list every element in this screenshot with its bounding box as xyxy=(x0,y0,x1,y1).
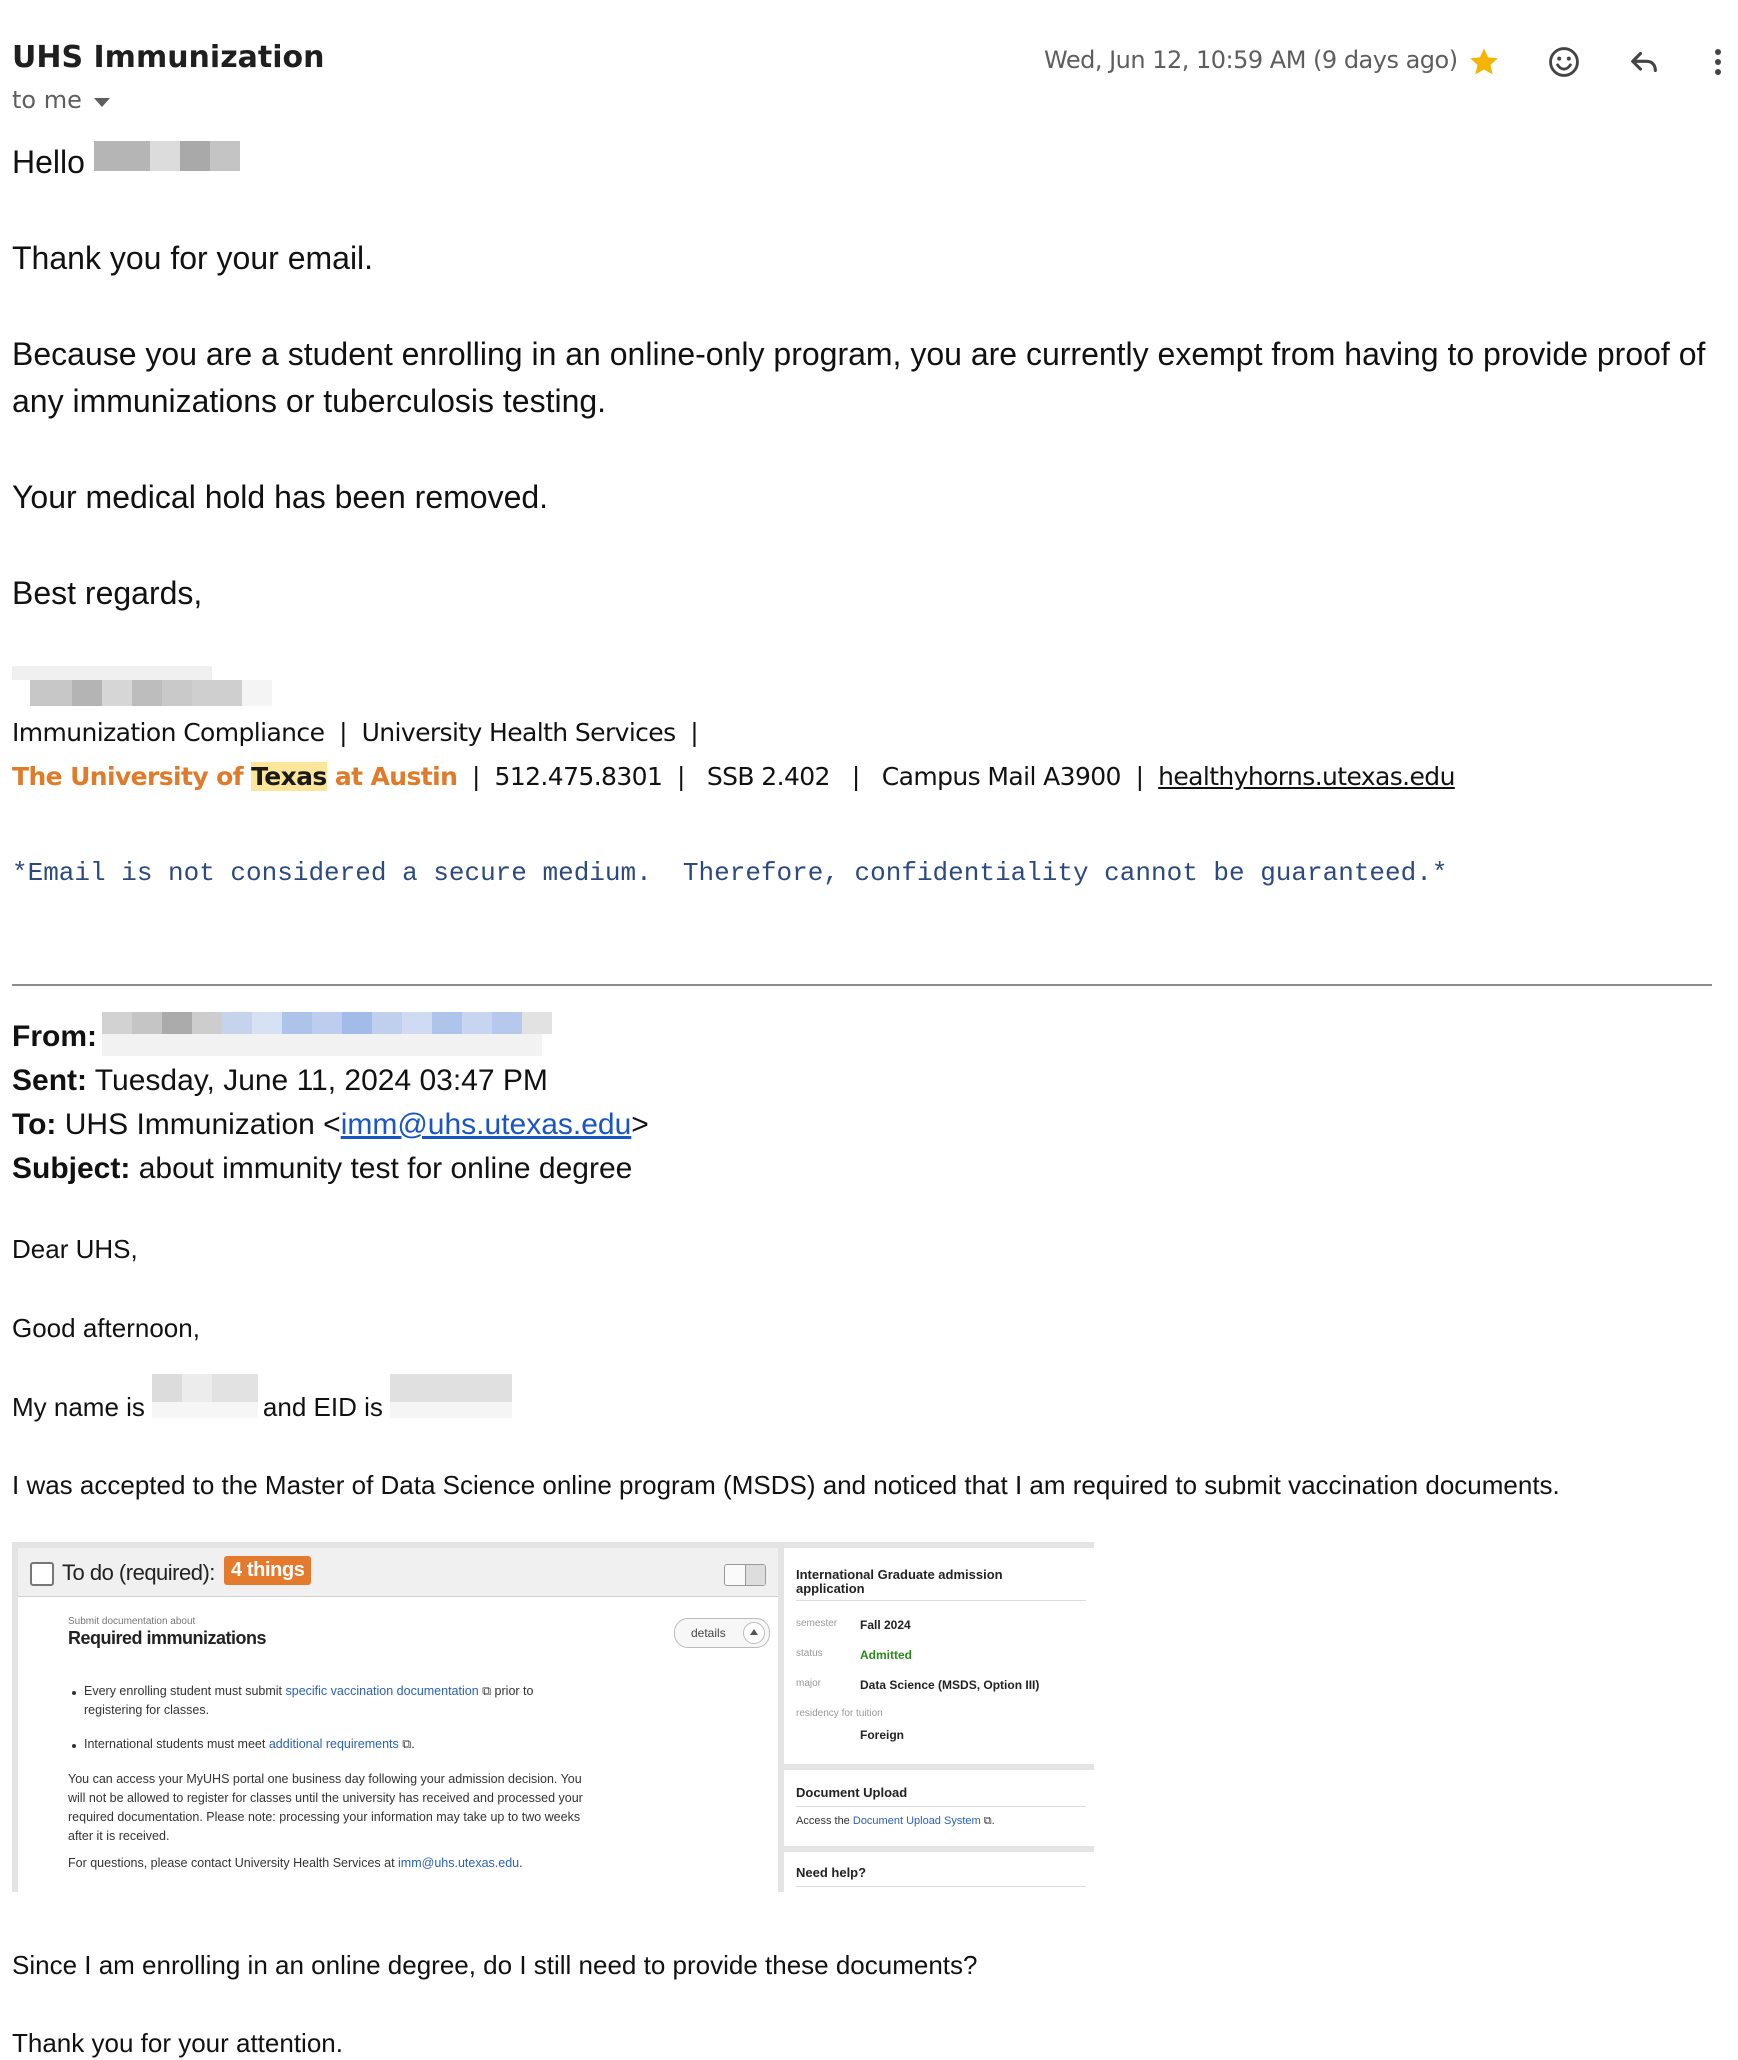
original-greeting: Good afternoon, xyxy=(12,1313,200,1343)
residency-value: Foreign xyxy=(860,1728,904,1742)
panel-divider xyxy=(796,1886,1086,1887)
reply-icon xyxy=(1627,45,1661,79)
embedded-portal-screenshot xyxy=(12,1542,1094,1892)
signature-line-1 xyxy=(12,718,698,747)
sent-value: Tuesday, June 11, 2024 03:47 PM xyxy=(94,1064,548,1097)
bullet-1-text: Every enrolling student must submit xyxy=(84,1684,283,1698)
signature-room: SSB 2.402 xyxy=(706,762,830,791)
requirement-title: Required immunizations xyxy=(68,1628,267,1648)
status-value: Admitted xyxy=(860,1648,912,1662)
semester-key: semester xyxy=(796,1618,838,1629)
portal-info-line-1: You can access your MyUHS portal one business day following your admission decision. You xyxy=(68,1772,582,1786)
signature-line-2 xyxy=(12,762,1455,791)
portal-info-line-3: required documentation. Please note: processing your information may take up to two weeks xyxy=(68,1810,581,1824)
bullet-2-post: . xyxy=(411,1737,415,1751)
semester-value: Fall 2024 xyxy=(860,1618,911,1632)
residency-key: residency for tuition xyxy=(796,1708,883,1719)
todo-header xyxy=(18,1548,778,1597)
redacted-student-name xyxy=(152,1374,258,1418)
bullet-2-text: International students must meet xyxy=(84,1737,266,1751)
separator: | xyxy=(471,762,480,791)
upload-text: Access the xyxy=(796,1815,850,1827)
reply-paragraph-1: Thank you for your email. xyxy=(12,240,374,276)
redacted-eid xyxy=(390,1374,512,1418)
upload-line: Access the Document Upload System ⧉. xyxy=(796,1815,995,1827)
reply-paragraph-2-line-2: any immunizations or tuberculosis testing. xyxy=(12,383,607,419)
quote-divider xyxy=(12,984,1712,986)
major-key: major xyxy=(796,1678,822,1689)
to-email-link[interactable]: imm@uhs.utexas.edu xyxy=(340,1108,632,1141)
to-row xyxy=(12,1108,649,1142)
details-button[interactable] xyxy=(674,1618,770,1648)
separator: | xyxy=(676,762,685,791)
emoji-icon xyxy=(1547,45,1581,79)
from-row xyxy=(12,1020,97,1054)
sender-name[interactable]: UHS Immunization xyxy=(12,40,325,75)
requirement-caption: Submit documentation about xyxy=(68,1616,196,1627)
separator: | xyxy=(339,718,347,747)
signature-dept: Immunization Compliance xyxy=(12,718,325,747)
contact-email-link[interactable]: imm@uhs.utexas.edu xyxy=(398,1856,520,1870)
requirement-bullet-1: Every enrolling student must submit specific vaccination documentation ⧉ prior to xyxy=(84,1684,534,1698)
closing: Best regards, xyxy=(12,575,203,611)
help-title: Need help? xyxy=(796,1865,867,1880)
to-name: UHS Immunization < xyxy=(64,1108,341,1141)
signature-campus-mail: Campus Mail A3900 xyxy=(881,762,1121,791)
redacted-name xyxy=(94,141,240,171)
document-upload-link[interactable]: Document Upload System xyxy=(852,1815,981,1827)
subject-label: Subject: xyxy=(12,1152,131,1185)
emoji-reaction-button[interactable] xyxy=(1542,40,1586,84)
sent-row xyxy=(12,1064,548,1098)
original-acceptance-line: I was accepted to the Master of Data Science online program (MSDS) and noticed that I am required to submit vaccination documents. xyxy=(12,1470,1560,1500)
star-icon xyxy=(1467,45,1501,79)
from-label: From: xyxy=(12,1020,97,1053)
panel-divider xyxy=(796,1600,1086,1601)
major-value: Data Science (MSDS, Option III) xyxy=(860,1678,1040,1692)
reply-paragraph-2-line-1: Because you are a student enrolling in an online-only program, you are currently exempt from having to provide proof of xyxy=(12,336,1706,372)
signature-website-link[interactable]: healthyhorns.utexas.edu xyxy=(1158,762,1455,791)
application-title-line-2: application xyxy=(796,1581,865,1596)
bullet-1-post: prior to xyxy=(494,1684,534,1698)
more-options-button[interactable] xyxy=(1700,40,1736,84)
questions-post: . xyxy=(519,1856,523,1870)
application-panel xyxy=(784,1548,1094,1764)
todo-count-badge: 4 things xyxy=(224,1556,311,1585)
signature-org-pre: The University of xyxy=(12,762,244,791)
original-question: Since I am enrolling in an online degree, do I still need to provide these documents? xyxy=(12,1950,978,1980)
separator: | xyxy=(1135,762,1144,791)
requirement-bullet-2: International students must meet additional requirements ⧉. xyxy=(84,1737,415,1751)
portal-info-line-4: after it is received. xyxy=(68,1829,170,1843)
portal-info-line-2: will not be allowed to register for classes until the university has received and processed your xyxy=(68,1791,583,1805)
upload-post: . xyxy=(991,1815,995,1827)
todo-label: To do (required): xyxy=(62,1560,215,1585)
status-key: status xyxy=(796,1648,823,1659)
greeting: Hello xyxy=(12,144,85,180)
recipient-toggle[interactable] xyxy=(12,86,110,114)
compact-view-icon xyxy=(746,1565,766,1585)
reply-paragraph-3: Your medical hold has been removed. xyxy=(12,479,549,515)
email-date: Wed, Jun 12, 10:59 AM (9 days ago) xyxy=(1044,46,1458,74)
requirement-bullet-1-cont: registering for classes. xyxy=(84,1703,210,1717)
bullet-icon xyxy=(72,1691,76,1695)
additional-requirements-link[interactable]: additional requirements xyxy=(268,1737,399,1751)
vaccination-docs-link[interactable]: specific vaccination documentation xyxy=(285,1684,479,1698)
details-label: details xyxy=(691,1626,726,1640)
bullet-icon xyxy=(72,1744,76,1748)
confidentiality-notice: *Email is not considered a secure medium. Therefore, confidentiality cannot be guaranteed.* xyxy=(12,858,1448,888)
todo-panel xyxy=(18,1548,778,1892)
signature-unit: University Health Services xyxy=(361,718,676,747)
questions-text: For questions, please contact University Health Services at xyxy=(68,1856,395,1870)
reply-button[interactable] xyxy=(1622,40,1666,84)
help-panel xyxy=(784,1852,1094,1892)
upload-title: Document Upload xyxy=(796,1785,908,1800)
signature-org xyxy=(12,762,457,791)
original-thanks: Thank you for your attention. xyxy=(12,2028,343,2058)
separator: | xyxy=(851,762,860,791)
document-upload-panel xyxy=(784,1770,1094,1846)
separator: | xyxy=(690,718,699,747)
original-salutation: Dear UHS, xyxy=(12,1234,138,1264)
signature-phone: 512.475.8301 xyxy=(494,762,663,791)
redacted-signer-name xyxy=(12,666,272,706)
questions-line xyxy=(68,1854,523,1873)
subject-row xyxy=(12,1152,632,1186)
redacted-sender-email xyxy=(102,1012,602,1056)
sent-label: Sent: xyxy=(12,1064,87,1097)
recipient-label: to me xyxy=(12,86,82,114)
chevron-up-icon xyxy=(743,1622,765,1644)
chevron-down-icon xyxy=(94,98,110,107)
subject-value: about immunity test for online degree xyxy=(138,1152,633,1185)
list-view-icon xyxy=(725,1565,746,1585)
eid-prefix: and EID is xyxy=(262,1392,383,1422)
name-prefix: My name is xyxy=(12,1392,145,1422)
to-label: To: xyxy=(12,1108,57,1141)
panel-divider xyxy=(796,1806,1086,1807)
view-toggle[interactable] xyxy=(724,1564,766,1586)
todo-checkbox[interactable] xyxy=(30,1562,54,1586)
signature-org-highlight: Texas xyxy=(251,762,327,791)
star-button[interactable] xyxy=(1462,40,1506,84)
to-close: > xyxy=(631,1108,649,1141)
application-title-line-1: International Graduate admission xyxy=(796,1567,1003,1582)
more-vert-icon xyxy=(1713,47,1723,77)
signature-org-post: at Austin xyxy=(334,762,458,791)
